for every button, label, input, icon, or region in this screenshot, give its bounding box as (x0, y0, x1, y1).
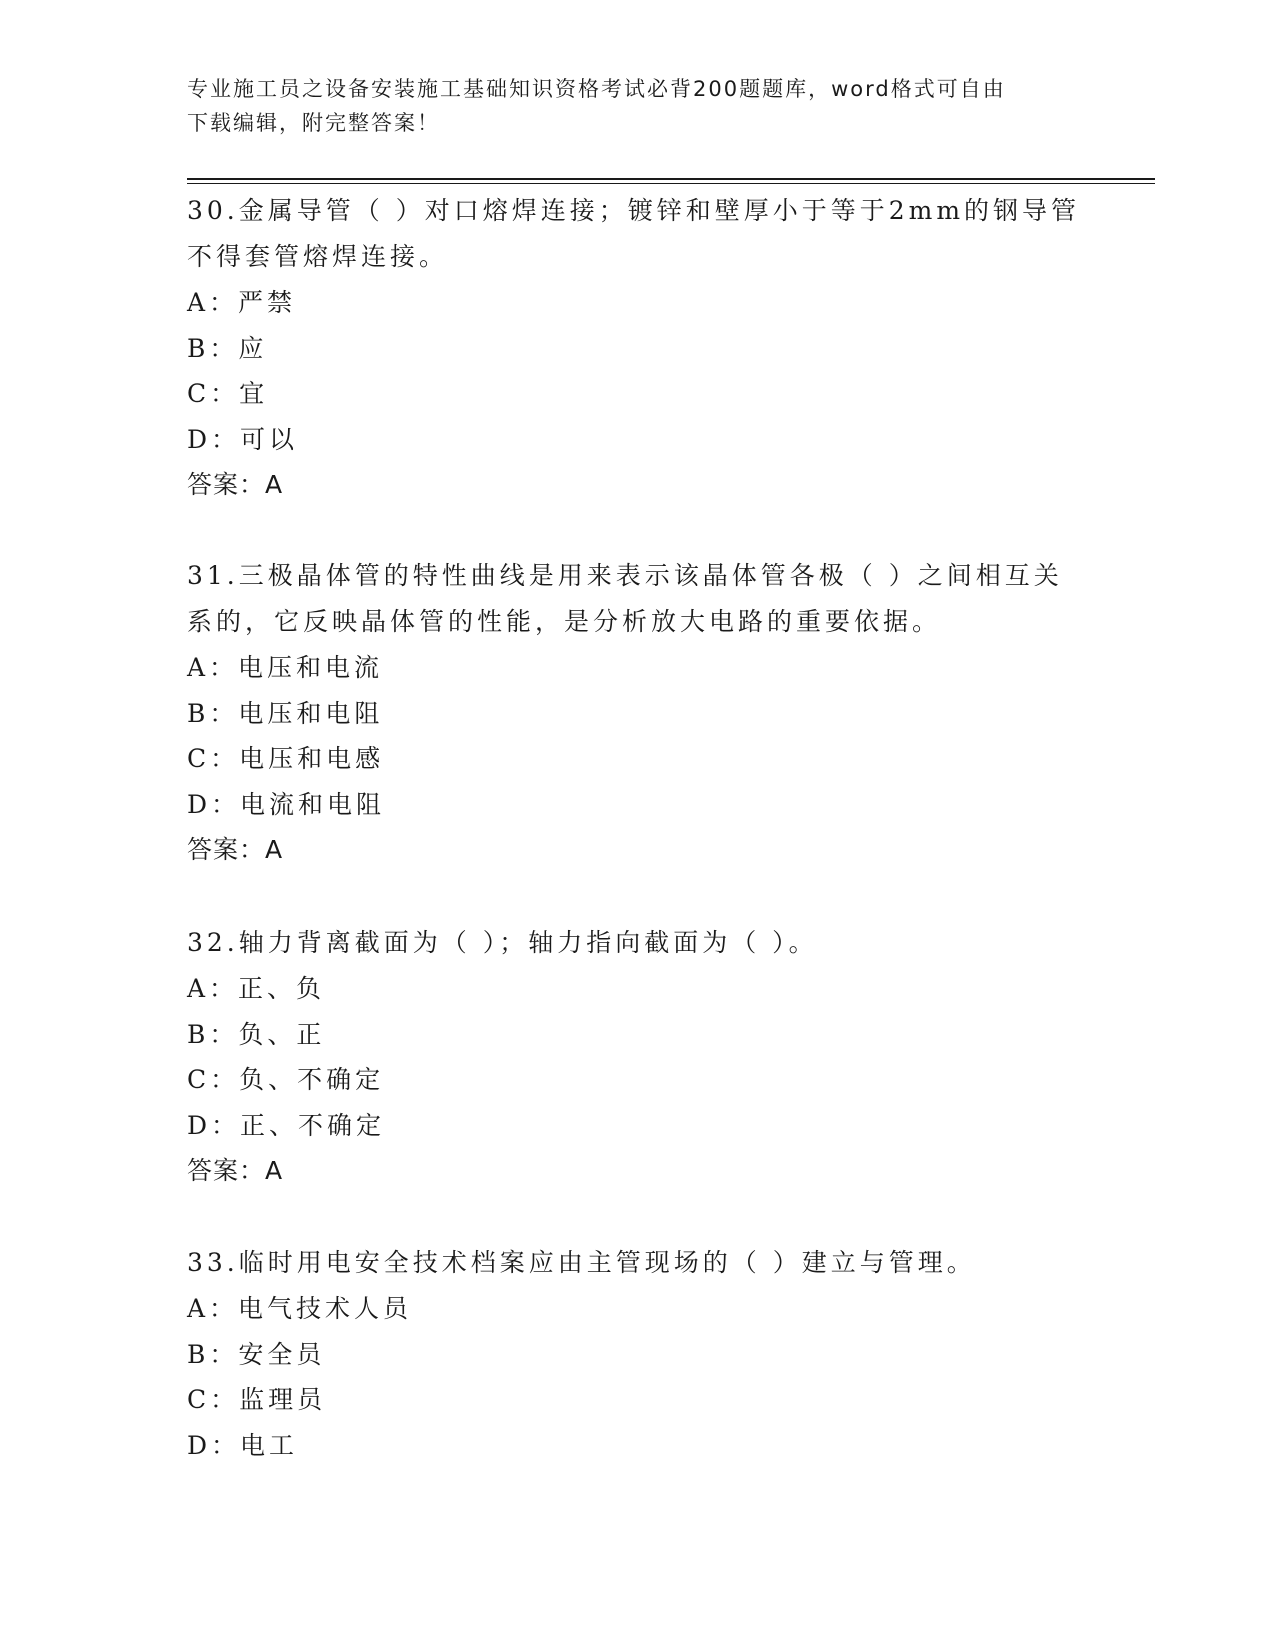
option-d: D：正、不确定 (187, 1110, 386, 1140)
question-stem-line: 31.三极晶体管的特性曲线是用来表示该晶体管各极（ ）之间相互关 (187, 561, 1063, 590)
answer-line: 答案：A (187, 835, 284, 864)
option-d: D：电工 (187, 1430, 299, 1460)
question-31 (187, 553, 1087, 872)
question-33 (187, 1240, 1087, 1468)
question-32 (187, 920, 1087, 1193)
header-line-1: 专业施工员之设备安装施工基础知识资格考试必背200题题库，word格式可自由 (187, 77, 1006, 101)
option-b: B：负、正 (187, 1019, 326, 1049)
question-30 (187, 188, 1087, 507)
question-stem-line: 不得套管熔焊连接。 (187, 242, 449, 271)
question-stem-line: 33.临时用电安全技术档案应由主管现场的（ ）建立与管理。 (187, 1248, 976, 1277)
option-d: D：电流和电阻 (187, 789, 386, 819)
header-divider-thin (187, 183, 1155, 184)
option-c: C：负、不确定 (187, 1065, 385, 1094)
document-header (187, 72, 1067, 140)
option-d: D：可以 (187, 424, 299, 454)
option-a: A：正、负 (187, 974, 326, 1003)
header-line-2: 下载编辑，附完整答案！ (187, 111, 440, 135)
option-a: A：电压和电流 (187, 653, 384, 682)
option-c: C：宜 (187, 379, 269, 408)
option-c: C：电压和电感 (187, 744, 385, 773)
answer-line: 答案：A (187, 470, 284, 499)
option-b: B：应 (187, 333, 268, 363)
answer-line: 答案：A (187, 1156, 284, 1185)
option-b: B：电压和电阻 (187, 698, 384, 728)
question-stem-line: 系的，它反映晶体管的性能，是分析放大电路的重要依据。 (187, 607, 942, 636)
option-a: A：严禁 (187, 288, 297, 317)
option-c: C：监理员 (187, 1385, 327, 1414)
question-stem-line: 30.金属导管（ ）对口熔焊连接；镀锌和壁厚小于等于2mm的钢导管 (187, 196, 1081, 225)
option-a: A：电气技术人员 (187, 1294, 413, 1323)
question-stem-line: 32.轴力背离截面为（ ）；轴力指向截面为（ ）。 (187, 928, 818, 957)
header-divider-thick (187, 178, 1155, 180)
option-b: B：安全员 (187, 1339, 326, 1369)
